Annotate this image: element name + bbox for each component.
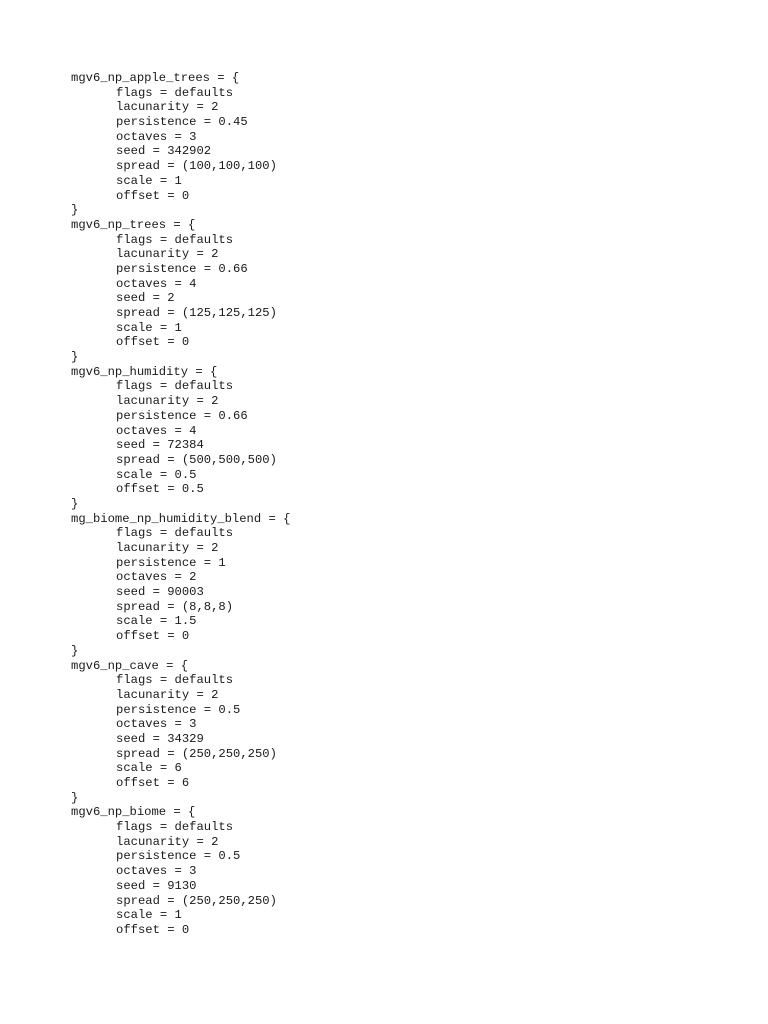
param-line: offset = 0 — [116, 188, 190, 203]
noise-params-block — [71, 71, 751, 218]
param-line: scale = 1.5 — [116, 614, 197, 629]
param-line: scale = 0.5 — [116, 467, 197, 482]
block-header: mgv6_np_apple_trees = { — [71, 71, 240, 85]
param-line: octaves = 4 — [116, 276, 197, 291]
param-line: offset = 0 — [116, 335, 190, 350]
block-footer: } — [71, 350, 79, 365]
block-header: mg_biome_np_humidity_blend = { — [71, 511, 291, 526]
param-line: lacunarity = 2 — [116, 394, 219, 409]
config-document — [71, 71, 751, 938]
param-line: spread = (500,500,500) — [116, 452, 277, 467]
param-line: lacunarity = 2 — [116, 100, 219, 115]
param-line: spread = (250,250,250) — [116, 893, 277, 908]
param-line: flags = defaults — [116, 232, 234, 247]
noise-params-block — [71, 512, 751, 659]
param-line: scale = 6 — [116, 761, 182, 776]
param-line: persistence = 0.66 — [116, 408, 248, 423]
param-line: lacunarity = 2 — [116, 247, 219, 262]
param-line: seed = 2 — [116, 291, 175, 306]
param-line: spread = (125,125,125) — [116, 306, 277, 320]
block-header: mgv6_np_humidity = { — [71, 364, 218, 379]
param-line: octaves = 2 — [116, 570, 197, 585]
block-footer: } — [71, 496, 79, 511]
param-line: octaves = 3 — [116, 717, 197, 732]
param-line: lacunarity = 2 — [116, 687, 219, 702]
param-line: scale = 1 — [116, 173, 182, 188]
block-header: mgv6_np_cave = { — [71, 658, 189, 673]
block-header: mgv6_np_trees = { — [71, 217, 196, 232]
noise-params-block — [71, 365, 751, 512]
param-line: offset = 0 — [116, 629, 190, 644]
param-line: persistence = 0.66 — [116, 261, 248, 276]
param-line: seed = 90003 — [116, 585, 204, 600]
block-footer: } — [71, 203, 79, 218]
param-line: offset = 6 — [116, 776, 190, 790]
param-line: spread = (250,250,250) — [116, 746, 277, 761]
param-line: seed = 342902 — [116, 144, 212, 159]
noise-params-block — [71, 218, 751, 365]
param-line: scale = 1 — [116, 908, 182, 923]
param-line: flags = defaults — [116, 526, 234, 541]
param-line: seed = 72384 — [116, 438, 204, 453]
param-line: persistence = 0.45 — [116, 115, 248, 130]
param-line: flags = defaults — [116, 673, 234, 688]
block-header: mgv6_np_biome = { — [71, 805, 196, 820]
param-line: flags = defaults — [116, 820, 234, 835]
block-footer: } — [71, 790, 79, 805]
param-line: offset = 0.5 — [116, 482, 204, 497]
param-line: octaves = 3 — [116, 864, 197, 879]
param-line: flags = defaults — [116, 379, 234, 394]
param-line: seed = 9130 — [116, 878, 197, 893]
noise-params-block — [71, 659, 751, 806]
param-line: lacunarity = 2 — [116, 834, 219, 849]
param-line: scale = 1 — [116, 320, 182, 335]
param-line: persistence = 0.5 — [116, 702, 241, 717]
block-footer: } — [71, 643, 79, 658]
param-line: spread = (8,8,8) — [116, 599, 234, 614]
param-line: persistence = 0.5 — [116, 849, 241, 864]
param-line: offset = 0 — [116, 922, 190, 937]
noise-params-block — [71, 805, 751, 937]
param-line: octaves = 4 — [116, 423, 197, 438]
param-line: persistence = 1 — [116, 555, 226, 570]
param-line: seed = 34329 — [116, 731, 204, 746]
param-line: lacunarity = 2 — [116, 541, 219, 555]
param-line: octaves = 3 — [116, 129, 197, 144]
param-line: flags = defaults — [116, 85, 234, 100]
param-line: spread = (100,100,100) — [116, 159, 277, 174]
